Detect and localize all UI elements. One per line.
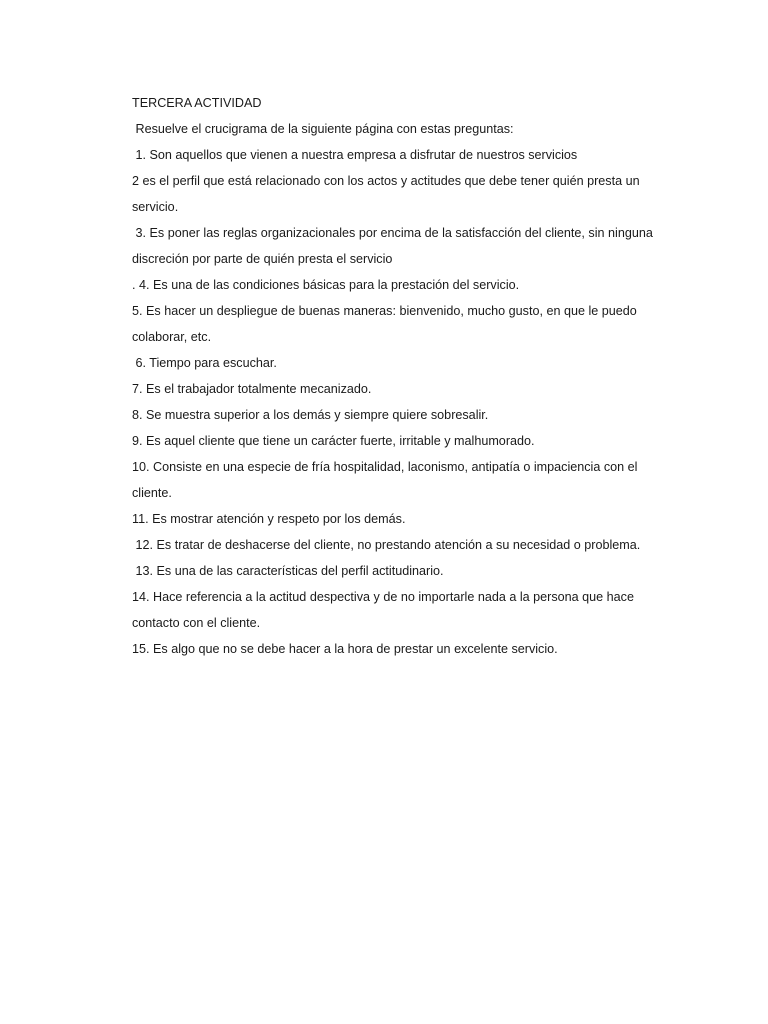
question-10-continued: cliente. [132, 486, 172, 500]
question-3-continued: discreción por parte de quién presta el servicio [132, 252, 393, 266]
question-1: 1. Son aquellos que vienen a nuestra empresa a disfrutar de nuestros servicios [132, 148, 578, 162]
question-6: 6. Tiempo para escuchar. [132, 356, 277, 370]
document-title: TERCERA ACTIVIDAD [132, 96, 262, 110]
question-12: 12. Es tratar de deshacerse del cliente, no prestando atención a su necesidad o problema. [132, 538, 641, 552]
question-15: 15. Es algo que no se debe hacer a la hora de prestar un excelente servicio. [132, 642, 558, 656]
question-5: 5. Es hacer un despliegue de buenas maneras: bienvenido, mucho gusto, en que le puedo [132, 304, 637, 318]
question-10: 10. Consiste en una especie de fría hospitalidad, laconismo, antipatía o impaciencia con el [132, 460, 638, 474]
question-14: 14. Hace referencia a la actitud despectiva y de no importarle nada a la persona que hace [132, 590, 634, 604]
question-14-continued: contacto con el cliente. [132, 616, 261, 630]
instructions-text: Resuelve el crucigrama de la siguiente página con estas preguntas: [132, 122, 514, 136]
question-9: 9. Es aquel cliente que tiene un carácter fuerte, irritable y malhumorado. [132, 434, 535, 448]
question-2: 2 es el perfil que está relacionado con los actos y actitudes que debe tener quién presta un [132, 174, 640, 188]
question-4: . 4. Es una de las condiciones básicas para la prestación del servicio. [132, 278, 520, 292]
question-11: 11. Es mostrar atención y respeto por los demás. [132, 512, 406, 526]
question-13: 13. Es una de las características del perfil actitudinario. [132, 564, 444, 578]
question-3: 3. Es poner las reglas organizacionales por encima de la satisfacción del cliente, sin ninguna [132, 226, 653, 240]
question-2-continued: servicio. [132, 200, 179, 214]
question-5-continued: colaborar, etc. [132, 330, 212, 344]
question-7: 7. Es el trabajador totalmente mecanizado. [132, 382, 372, 396]
document-body [132, 90, 652, 662]
question-8: 8. Se muestra superior a los demás y siempre quiere sobresalir. [132, 408, 489, 422]
